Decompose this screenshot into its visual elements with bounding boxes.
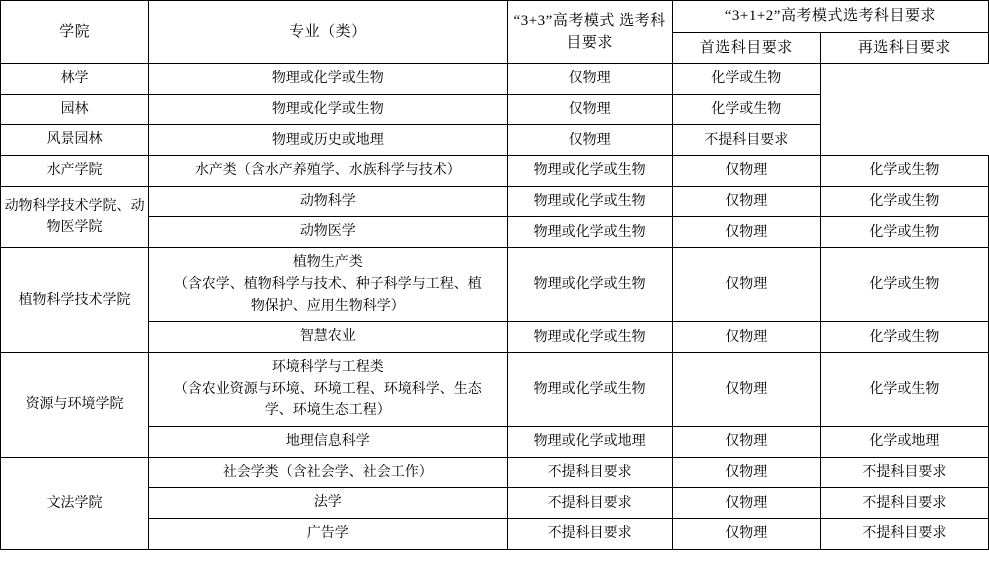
cell-second-choice-requirement: 不提科目要求 (820, 457, 988, 488)
cell-college (1, 156, 149, 187)
major-line: 物保护、应用生物科学） (250, 298, 405, 314)
table-row (1, 64, 989, 95)
header-mode-33-line1: “3+3”高考模式 (513, 12, 615, 29)
cell-first-choice-requirement: 仅物理 (507, 125, 672, 156)
table-row (1, 94, 989, 125)
cell-second-choice-requirement: 化学或生物 (820, 156, 988, 187)
cell-major (149, 217, 507, 248)
cell-mode-33-requirement: 不提科目要求 (507, 519, 672, 550)
cell-mode-33-requirement: 不提科目要求 (507, 488, 672, 519)
major-text (152, 523, 503, 545)
major-line: 地理信息科学 (285, 433, 370, 449)
cell-college (1, 457, 149, 549)
cell-mode-33-requirement: 物理或化学或生物 (507, 352, 672, 426)
cell-mode-33-requirement: 物理或化学或生物 (507, 186, 672, 217)
major-line: 社会学类（含社会学、社会工作） (222, 464, 433, 480)
major-line: 环境科学与工程类 (271, 359, 384, 375)
college-line: 植物科学技术学院 (18, 292, 131, 308)
cell-first-choice-requirement: 仅物理 (672, 156, 820, 187)
cell-major (149, 186, 507, 217)
cell-second-choice-requirement: 不提科目要求 (820, 519, 988, 550)
cell-first-choice-requirement: 仅物理 (672, 426, 820, 457)
table-row (1, 519, 989, 550)
cell-mode-33-requirement: 物理或化学或生物 (507, 217, 672, 248)
cell-college (1, 186, 149, 247)
cell-major (1, 94, 149, 125)
cell-major (149, 519, 507, 550)
cell-major (149, 426, 507, 457)
major-line: 动物医学 (299, 224, 356, 240)
major-line: 水产类（含水产养殖学、水族科学与技术） (194, 163, 461, 179)
cell-major (149, 488, 507, 519)
cell-second-choice-requirement: 化学或地理 (820, 426, 988, 457)
table-row (1, 186, 989, 217)
cell-second-choice-requirement: 不提科目要求 (672, 125, 820, 156)
header-mode-33 (507, 1, 672, 64)
cell-second-choice-requirement: 化学或生物 (820, 322, 988, 353)
major-line: 林学 (60, 71, 89, 86)
cell-first-choice-requirement: 仅物理 (672, 519, 820, 550)
cell-second-choice-requirement: 化学或生物 (672, 94, 820, 125)
major-line: （含农学、植物科学与技术、种子科学与工程、植 (173, 276, 482, 292)
header-second-choice: 再选科目要求 (820, 32, 988, 64)
cell-mode-33-requirement: 物理或化学或生物 (507, 156, 672, 187)
cell-major (1, 125, 149, 156)
cell-first-choice-requirement: 仅物理 (672, 217, 820, 248)
college-line: 文法学院 (46, 495, 103, 511)
cell-first-choice-requirement: 仅物理 (672, 322, 820, 353)
header-first-choice: 首选科目要求 (672, 32, 820, 64)
cell-mode-33-requirement: 物理或化学或生物 (149, 64, 507, 95)
table-header (1, 1, 989, 64)
table-row (1, 352, 989, 426)
major-text (152, 221, 503, 243)
cell-mode-33-requirement: 物理或化学或生物 (149, 94, 507, 125)
header-major: 专业（类） (149, 1, 507, 64)
major-text (4, 68, 145, 90)
cell-major (149, 248, 507, 322)
cell-college (1, 248, 149, 353)
major-text (152, 326, 503, 348)
cell-first-choice-requirement: 仅物理 (672, 248, 820, 322)
table-row (1, 156, 989, 187)
table-header-row-1 (1, 1, 989, 33)
cell-major (149, 156, 507, 187)
college-line: 资源与环境学院 (25, 397, 124, 413)
header-mode-312: “3+1+2”高考模式选考科目要求 (672, 1, 988, 33)
major-line: 广告学 (306, 526, 349, 541)
cell-second-choice-requirement: 化学或生物 (820, 352, 988, 426)
college-line: 水产学院 (46, 163, 103, 179)
cell-first-choice-requirement: 仅物理 (672, 488, 820, 519)
header-mode-33-line2: 选考科目要求 (566, 12, 666, 51)
major-text (152, 431, 503, 453)
major-text (152, 160, 503, 182)
table-row (1, 125, 989, 156)
cell-mode-33-requirement: 物理或化学或地理 (507, 426, 672, 457)
cell-mode-33-requirement: 物理或化学或生物 (507, 322, 672, 353)
cell-first-choice-requirement: 仅物理 (507, 94, 672, 125)
table-row (1, 426, 989, 457)
major-line: 动物科学 (299, 193, 356, 209)
table-row (1, 322, 989, 353)
major-text (4, 99, 145, 121)
major-line: 植物生产类 (292, 255, 363, 271)
cell-first-choice-requirement: 仅物理 (672, 186, 820, 217)
college-line: 动物医学院 (46, 198, 145, 235)
table-row (1, 457, 989, 488)
cell-second-choice-requirement: 化学或生物 (820, 217, 988, 248)
major-line: 智慧农业 (299, 329, 356, 345)
cell-college (1, 352, 149, 457)
cell-second-choice-requirement: 化学或生物 (820, 248, 988, 322)
cell-mode-33-requirement: 物理或历史或地理 (149, 125, 507, 156)
major-line: 风景园林 (46, 132, 103, 148)
college-line: 动物科学技术学院、 (4, 198, 131, 214)
cell-major (149, 322, 507, 353)
major-line: （含农业资源与环境、环境工程、环境科学、生态 (173, 381, 482, 397)
cell-first-choice-requirement: 仅物理 (672, 352, 820, 426)
major-line: 学、环境生态工程） (264, 403, 391, 419)
cell-mode-33-requirement: 物理或化学或生物 (507, 248, 672, 322)
major-line: 园林 (60, 101, 89, 117)
table-body (1, 64, 989, 550)
cell-mode-33-requirement: 不提科目要求 (507, 457, 672, 488)
major-text (152, 191, 503, 213)
major-line: 法学 (313, 495, 342, 511)
major-text (152, 462, 503, 484)
cell-first-choice-requirement: 仅物理 (507, 64, 672, 95)
cell-second-choice-requirement: 化学或生物 (820, 186, 988, 217)
major-text (152, 252, 503, 317)
major-text (152, 492, 503, 514)
table-row (1, 248, 989, 322)
cell-second-choice-requirement: 化学或生物 (672, 64, 820, 95)
cell-major (149, 457, 507, 488)
table-row (1, 488, 989, 519)
cell-second-choice-requirement: 不提科目要求 (820, 488, 988, 519)
major-text (4, 129, 145, 151)
table-row (1, 217, 989, 248)
major-text (152, 357, 503, 422)
cell-major (1, 64, 149, 95)
header-college: 学院 (1, 1, 149, 64)
cell-major (149, 352, 507, 426)
cell-first-choice-requirement: 仅物理 (672, 457, 820, 488)
